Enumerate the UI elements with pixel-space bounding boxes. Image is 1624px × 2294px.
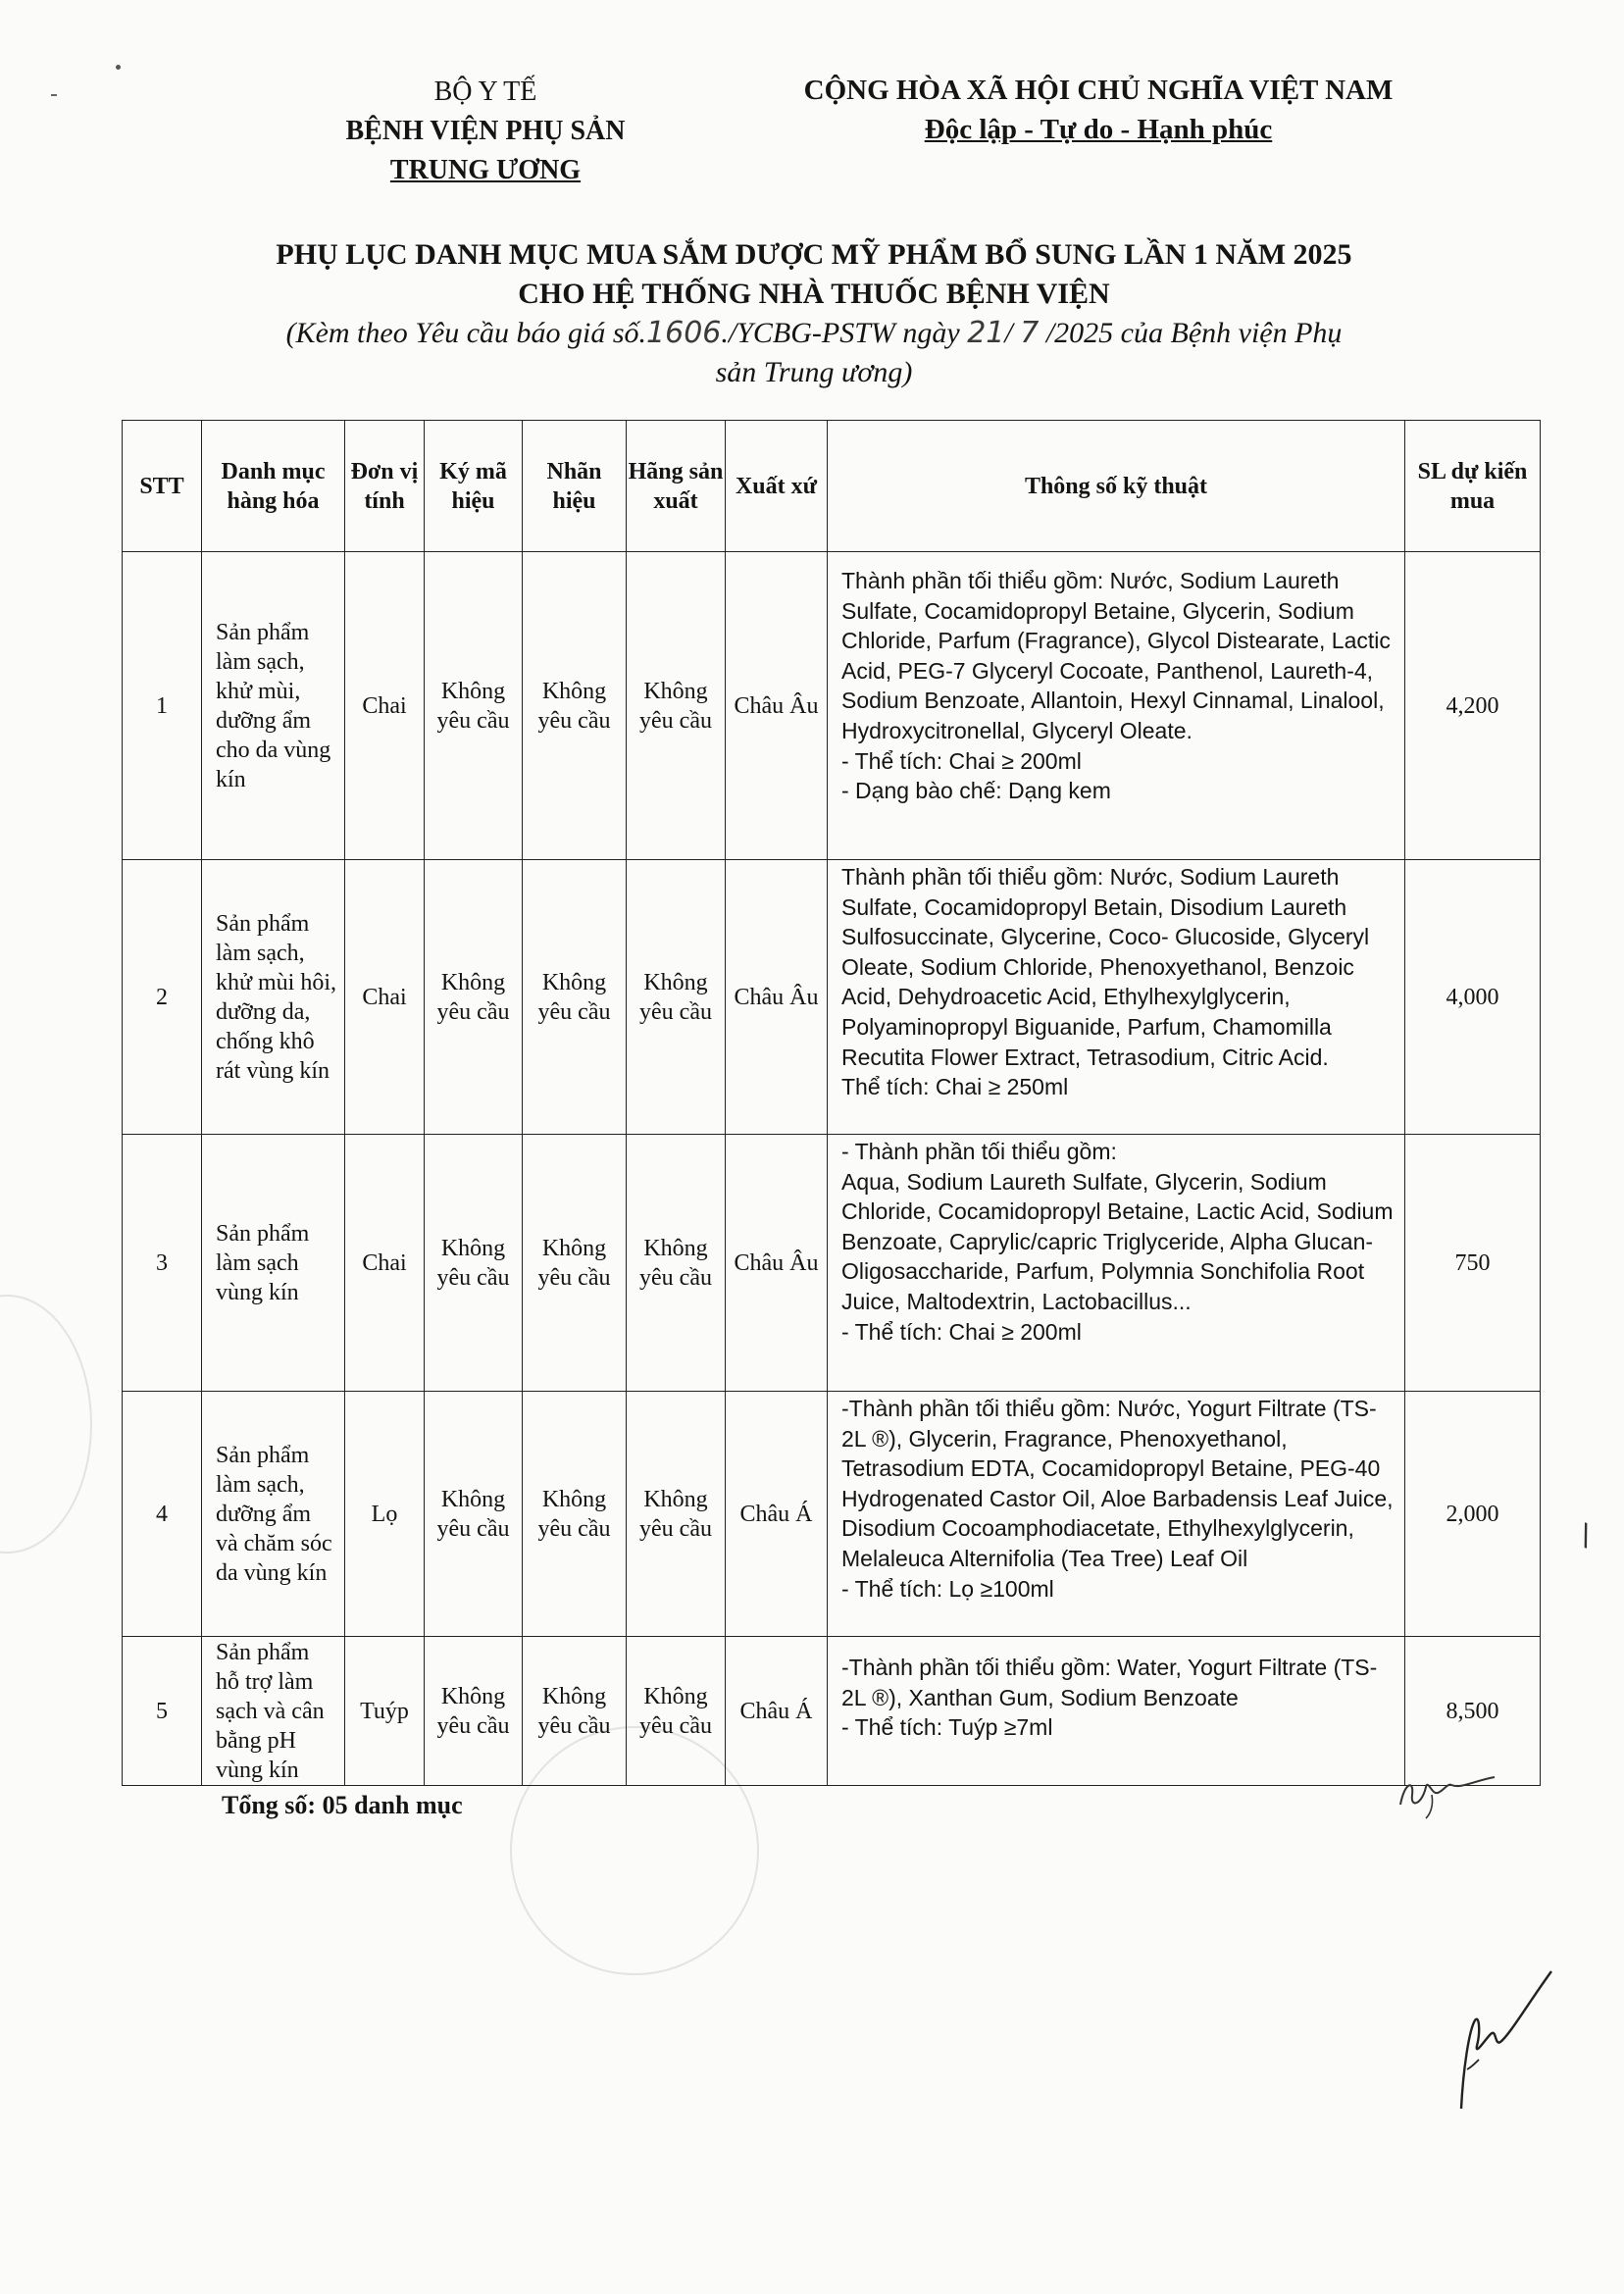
cell-maker: Không yêu cầu bbox=[627, 1392, 726, 1637]
cell-maker: Không yêu cầu bbox=[627, 552, 726, 860]
spec-line: -Thành phần tối thiểu gồm: Water, Yogurt Filtrate (TS-2L ®), Xanthan Gum, Sodium Benzoate bbox=[841, 1655, 1378, 1710]
cell-qty: 4,200 bbox=[1405, 552, 1541, 860]
cell-unit: Tuýp bbox=[345, 1637, 425, 1786]
scan-dot bbox=[51, 94, 57, 96]
header-maker: Hãng sản xuất bbox=[627, 421, 726, 552]
cell-name: Sản phẩm làm sạch, khử mùi hôi, dưỡng da, chống khô rát vùng kín bbox=[202, 860, 345, 1135]
cell-spec bbox=[828, 1637, 1405, 1786]
procurement-table bbox=[122, 420, 1541, 1786]
cell-stt: 1 bbox=[123, 552, 202, 860]
cell-spec bbox=[828, 1392, 1405, 1637]
header-name: Danh mục hàng hóa bbox=[202, 421, 345, 552]
subtitle-mid: ./YCBG-PSTW ngày bbox=[721, 317, 968, 349]
cell-origin: Châu Á bbox=[726, 1392, 828, 1637]
cell-brand: Không yêu cầu bbox=[523, 1392, 627, 1637]
cell-code: Không yêu cầu bbox=[425, 1135, 523, 1392]
scan-dot bbox=[116, 65, 121, 70]
handwritten-signature bbox=[1442, 1962, 1559, 2118]
spec-line: - Thể tích: Chai ≥ 200ml bbox=[841, 747, 1082, 774]
document-subtitle bbox=[196, 314, 1432, 392]
title-line1: PHỤ LỤC DANH MỤC MUA SẮM DƯỢC MỸ PHẨM BỔ SUNG LẦN 1 NĂM 2025 bbox=[276, 238, 1352, 271]
cell-code: Không yêu cầu bbox=[425, 1392, 523, 1637]
table-header-row bbox=[123, 421, 1541, 552]
cell-maker: Không yêu cầu bbox=[627, 1637, 726, 1786]
subtitle-line2: sản Trung ương) bbox=[715, 356, 913, 388]
cell-brand: Không yêu cầu bbox=[523, 860, 627, 1135]
title-line2: CHO HỆ THỐNG NHÀ THUỐC BỆNH VIỆN bbox=[518, 278, 1110, 310]
document-title bbox=[147, 235, 1481, 314]
cell-brand: Không yêu cầu bbox=[523, 552, 627, 860]
agency-header bbox=[294, 73, 677, 190]
spec-line: Thể tích: Chai ≥ 250ml bbox=[841, 1074, 1069, 1100]
request-day: 21 bbox=[967, 316, 1005, 350]
spec-line: -Thành phần tối thiểu gồm: Nước, Yogurt Filtrate (TS-2L ®), Glycerin, Fragrance, Phenoxyethanol, Tetrasodium EDTA, Cocamidopropyl Betaine, PEG-40 Hydrogenated Castor Oil, Aloe Barbadensis Leaf Juice, Disodium Cocoamphodiacetate, Ethylhexylglycerin, Melaleuca Alternifolia (Tea Tree) Leaf Oil bbox=[841, 1396, 1394, 1571]
cell-stt: 4 bbox=[123, 1392, 202, 1637]
cell-brand: Không yêu cầu bbox=[523, 1637, 627, 1786]
spec-line: - Thành phần tối thiểu gồm: bbox=[841, 1139, 1117, 1164]
cell-name: Sản phẩm làm sạch, khử mùi, dưỡng ẩm cho da vùng kín bbox=[202, 552, 345, 860]
ministry-name: BỘ Y TẾ bbox=[433, 76, 537, 107]
cell-qty: 2,000 bbox=[1405, 1392, 1541, 1637]
faded-stamp-edge bbox=[0, 1295, 92, 1554]
cell-name: Sản phẩm làm sạch vùng kín bbox=[202, 1135, 345, 1392]
cell-unit: Chai bbox=[345, 1135, 425, 1392]
request-month: 7 bbox=[1020, 316, 1040, 350]
cell-spec bbox=[828, 552, 1405, 860]
spec-line: Thành phần tối thiểu gồm: Nước, Sodium Laureth Sulfate, Cocamidopropyl Betaine, Glycerin, Sodium Chloride, Parfum (Fragrance), Glycol Distearate, Lactic Acid, PEG-7 Glyceryl Cocoate, Panthenol, Laureth-4, Sodium Benzoate, Allantoin, Hexyl Cinnamal, Linalool, Hydroxycitronellal, Glyceryl Oleate. bbox=[841, 568, 1391, 743]
cell-stt: 2 bbox=[123, 860, 202, 1135]
header-stt: STT bbox=[123, 421, 202, 552]
cell-origin: Châu Âu bbox=[726, 860, 828, 1135]
total-count: Tổng số: 05 danh mục bbox=[222, 1791, 463, 1819]
subtitle-sep: / bbox=[1004, 317, 1021, 349]
cell-unit: Lọ bbox=[345, 1392, 425, 1637]
spec-line: Thành phần tối thiểu gồm: Nước, Sodium Laureth Sulfate, Cocamidopropyl Betain, Disodium Laureth Sulfosuccinate, Glycerine, Coco- Glucoside, Glyceryl Oleate, Sodium Chloride, Phenoxyethanol, Benzoic Acid, Dehydroacetic Acid, Ethylhexylglycerin, Polyaminopropyl Biguanide, Parfum, Chamomilla Recutita Flower Extract, Tetrasodium, Citric Acid. bbox=[841, 864, 1370, 1070]
header-origin: Xuất xứ bbox=[726, 421, 828, 552]
spec-line: Aqua, Sodium Laureth Sulfate, Glycerin, Sodium Chloride, Cocamidopropyl Betaine, Lactic Acid, Sodium Benzoate, Caprylic/capric Triglyceride, Alpha Glucan-Oligosaccharide, Parfum, Polymnia Sonchifolia Root Juice, Maltodextrin, Lactobacillus... bbox=[841, 1168, 1394, 1314]
spec-line: - Dạng bào chế: Dạng kem bbox=[841, 778, 1111, 804]
subtitle-prefix: (Kèm theo Yêu cầu báo giá số. bbox=[285, 317, 647, 349]
hospital-name-line2: TRUNG ƯƠNG bbox=[389, 155, 582, 185]
cell-qty: 4,000 bbox=[1405, 860, 1541, 1135]
cell-maker: Không yêu cầu bbox=[627, 860, 726, 1135]
cell-qty: 750 bbox=[1405, 1135, 1541, 1392]
cell-unit: Chai bbox=[345, 860, 425, 1135]
cell-origin: Châu Á bbox=[726, 1637, 828, 1786]
header-unit: Đơn vị tính bbox=[345, 421, 425, 552]
table-row bbox=[123, 1637, 1541, 1786]
cell-code: Không yêu cầu bbox=[425, 1637, 523, 1786]
cell-spec bbox=[828, 860, 1405, 1135]
header-spec: Thông số kỹ thuật bbox=[828, 421, 1405, 552]
cell-unit: Chai bbox=[345, 552, 425, 860]
cell-stt: 5 bbox=[123, 1637, 202, 1786]
cell-code: Không yêu cầu bbox=[425, 552, 523, 860]
table-row bbox=[123, 860, 1541, 1135]
cell-name: Sản phẩm làm sạch, dưỡng ẩm và chăm sóc da vùng kín bbox=[202, 1392, 345, 1637]
national-motto: Độc lập - Tự do - Hạnh phúc bbox=[924, 114, 1273, 145]
cell-origin: Châu Âu bbox=[726, 552, 828, 860]
table-row bbox=[123, 1392, 1541, 1637]
cell-spec bbox=[828, 1135, 1405, 1392]
national-header bbox=[677, 71, 1520, 149]
subtitle-suffix: /2025 của Bệnh viện Phụ bbox=[1039, 317, 1343, 349]
table-row bbox=[123, 1135, 1541, 1392]
cell-brand: Không yêu cầu bbox=[523, 1135, 627, 1392]
hospital-name-line1: BỆNH VIỆN PHỤ SẢN bbox=[345, 116, 626, 146]
spec-line: - Thể tích: Tuýp ≥7ml bbox=[841, 1714, 1053, 1741]
header-qty: SL dự kiến mua bbox=[1405, 421, 1541, 552]
header-code: Ký mã hiệu bbox=[425, 421, 523, 552]
cell-stt: 3 bbox=[123, 1135, 202, 1392]
spec-line: - Thể tích: Chai ≥ 200ml bbox=[841, 1318, 1082, 1345]
margin-mark: \ bbox=[1575, 1517, 1597, 1554]
cell-name: Sản phẩm hỗ trợ làm sạch và cân bằng pH vùng kín bbox=[202, 1637, 345, 1786]
cell-qty: 8,500 bbox=[1405, 1637, 1541, 1786]
initials-signature bbox=[1393, 1765, 1500, 1824]
spec-line: - Thể tích: Lọ ≥100ml bbox=[841, 1575, 1054, 1602]
cell-origin: Châu Âu bbox=[726, 1135, 828, 1392]
header-brand: Nhãn hiệu bbox=[523, 421, 627, 552]
cell-maker: Không yêu cầu bbox=[627, 1135, 726, 1392]
table-row bbox=[123, 552, 1541, 860]
request-number: 1606 bbox=[646, 316, 722, 350]
cell-code: Không yêu cầu bbox=[425, 860, 523, 1135]
country-name: CỘNG HÒA XÃ HỘI CHỦ NGHĨA VIỆT NAM bbox=[803, 75, 1394, 106]
